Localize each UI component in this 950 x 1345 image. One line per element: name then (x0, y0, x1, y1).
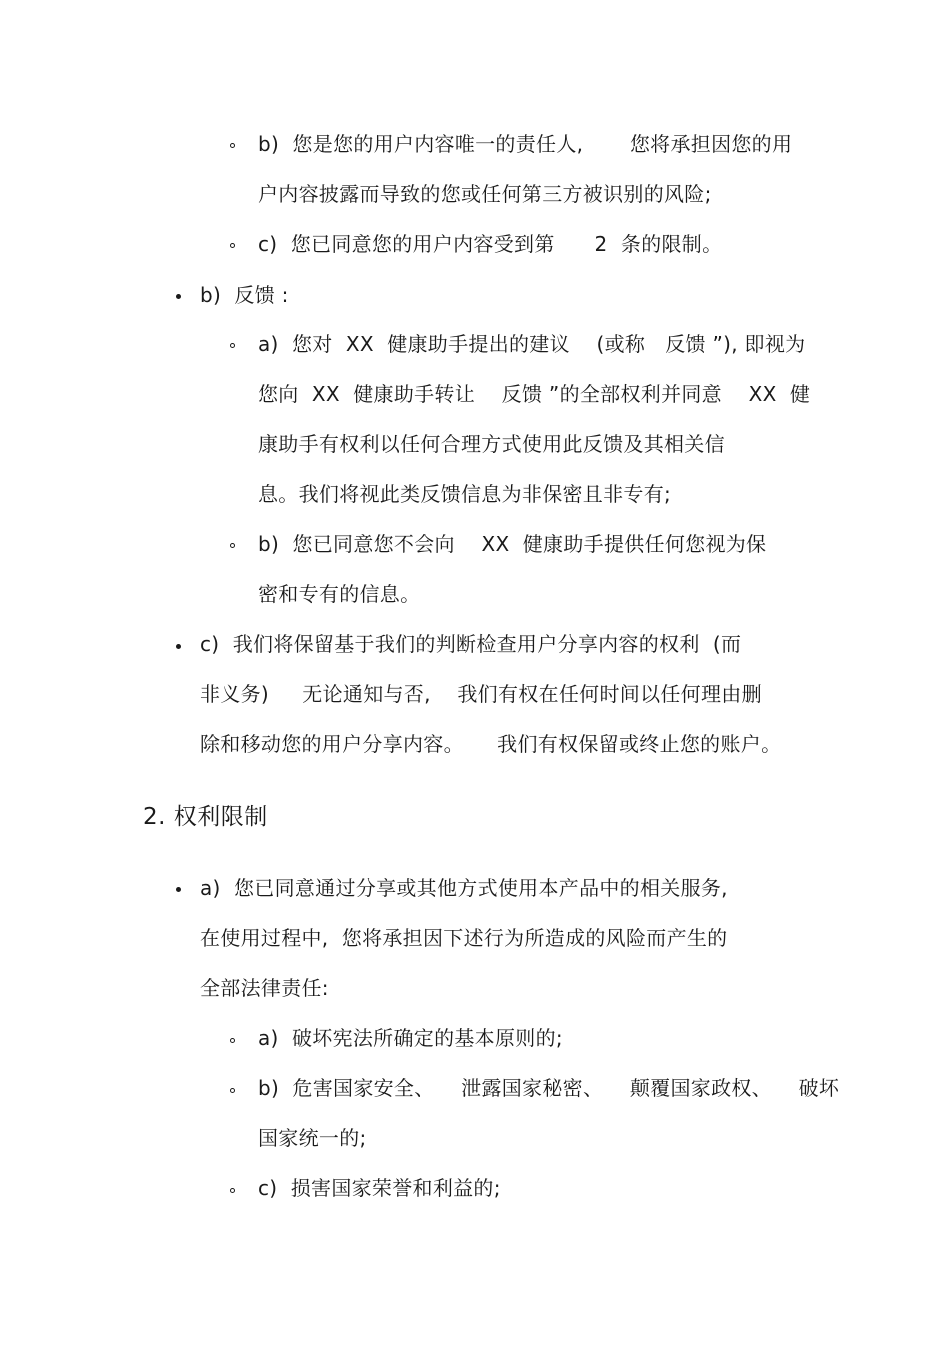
list-item-text: a) 您已同意通过分享或其他方式使用本产品中的相关服务, (200, 876, 728, 900)
list-bullet (176, 644, 181, 649)
list-item-text: 除和移动您的用户分享内容。 我们有权保留或终止您的账户。 (200, 732, 782, 756)
list-bullet (176, 887, 181, 892)
list-bullet (230, 343, 235, 348)
list-bullet (230, 1038, 235, 1043)
list-item-text: b) 危害国家安全、 泄露国家秘密、 颠覆国家政权、 破坏 (258, 1076, 840, 1100)
list-item-text: 您向 XX 健康助手转让 反馈 ”的全部权利并同意 XX 健 (258, 382, 811, 406)
list-item-text: b) 反馈 : (200, 283, 289, 307)
list-item-text: 康助手有权利以任何合理方式使用此反馈及其相关信 (258, 432, 725, 456)
list-bullet (230, 143, 235, 148)
list-bullet (230, 543, 235, 548)
list-item-text: b) 您是您的用户内容唯一的责任人, 您将承担因您的用 (258, 132, 793, 156)
list-item-text: 密和专有的信息。 (258, 582, 421, 606)
list-item-text: a) 您对 XX 健康助手提出的建议 (或称 反馈 ”), 即视为 (258, 332, 806, 356)
list-item-text: c) 您已同意您的用户内容受到第 2 条的限制。 (258, 232, 723, 256)
list-item-text: 非义务) 无论通知与否, 我们有权在任何时间以任何理由删 (200, 682, 762, 706)
list-item-text: 全部法律责任: (200, 976, 329, 1000)
list-item-text: 国家统一的; (258, 1126, 367, 1150)
list-item-text: c) 损害国家荣誉和利益的; (258, 1176, 501, 1200)
list-bullet (176, 294, 181, 299)
list-item-text: c) 我们将保留基于我们的判断检查用户分享内容的权利 (而 (200, 632, 742, 656)
list-item-text: a) 破坏宪法所确定的基本原则的; (258, 1026, 563, 1050)
list-item-text: b) 您已同意您不会向 XX 健康助手提供任何您视为保 (258, 532, 767, 556)
list-bullet (230, 1188, 235, 1193)
list-item-text: 在使用过程中, 您将承担因下述行为所造成的风险而产生的 (200, 926, 728, 950)
list-item-text: 息。我们将视此类反馈信息为非保密且非专有; (258, 482, 672, 506)
section-heading: 2. 权利限制 (143, 804, 268, 830)
list-bullet (230, 243, 235, 248)
list-bullet (230, 1088, 235, 1093)
list-item-text: 户内容披露而导致的您或任何第三方被识别的风险; (258, 182, 712, 206)
